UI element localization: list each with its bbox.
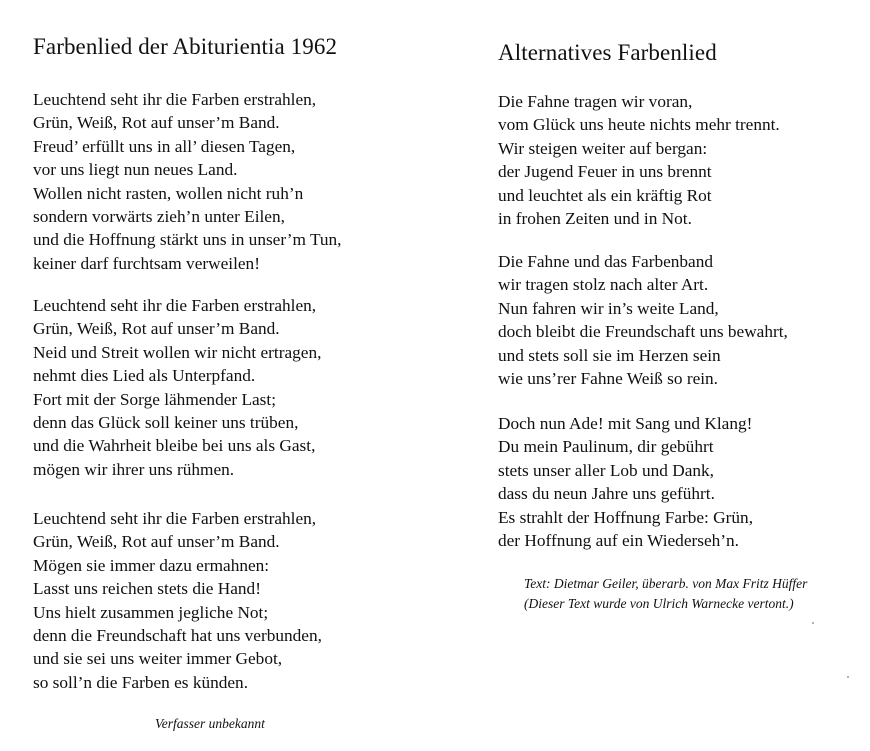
stanza-right-1 [498, 90, 780, 230]
verse-line: in frohen Zeiten und in Not. [498, 209, 692, 229]
verse-line: dass du neun Jahre uns geführt. [498, 484, 715, 504]
verse-line: Freud’ erfüllt uns in all’ diesen Tagen, [33, 136, 296, 156]
verse-line: Grün, Weiß, Rot auf unser’m Band. [33, 113, 280, 133]
verse-line: doch bleibt die Freundschaft uns bewahrt, [498, 322, 788, 342]
verse-line: Nun fahren wir in’s weite Land, [498, 298, 719, 318]
song-title-right: Alternatives Farbenlied [498, 40, 717, 65]
verse-line: vor uns liegt nun neues Land. [33, 160, 238, 180]
verse-line: vom Glück uns heute nichts mehr trennt. [498, 115, 780, 135]
stanza-left-1 [33, 88, 342, 275]
verse-line: Leuchtend seht ihr die Farben erstrahlen, [33, 509, 317, 528]
stanza-left-2 [33, 294, 321, 481]
verse-line: so soll’n die Farben es künden. [33, 672, 249, 692]
verse-line: Fort mit der Sorge lähmender Last; [33, 389, 277, 409]
verse-line: Die Fahne tragen wir voran, [498, 92, 693, 111]
stanza-left-3 [33, 507, 322, 694]
scan-speck [812, 622, 814, 624]
verse-line: denn das Glück soll keiner uns trüben, [33, 413, 299, 433]
verse-line: und leuchtet als ein kräftig Rot [498, 185, 712, 205]
verse-line: Wollen nicht rasten, wollen nicht ruh’n [33, 183, 304, 203]
verse-line: Du mein Paulinum, dir gebührt [498, 437, 714, 457]
verse-line: mögen wir ihrer uns rühmen. [33, 459, 235, 479]
verse-line: Neid und Streit wollen wir nicht ertragen, [33, 342, 322, 362]
verse-line: Leuchtend seht ihr die Farben erstrahlen, [33, 90, 317, 109]
verse-line: wir tragen stolz nach alter Art. [498, 275, 709, 295]
verse-line: und die Hoffnung stärkt uns in unser’m Tun, [33, 230, 342, 250]
verse-line: Doch nun Ade! mit Sang und Klang! [498, 414, 753, 433]
verse-line: denn die Freundschaft hat uns verbunden, [33, 626, 322, 646]
text-credit-right: Text: Dietmar Geiler, überarb. von Max Fritz Hüffer [524, 576, 808, 591]
verse-line: und stets soll sie im Herzen sein [498, 345, 721, 365]
author-credit-left: Verfasser unbekannt [155, 716, 265, 731]
verse-line: wie uns’rer Fahne Weiß so rein. [498, 369, 719, 389]
composer-note-right: (Dieser Text wurde von Ulrich Warnecke vertont.) [524, 596, 794, 611]
verse-line: Grün, Weiß, Rot auf unser’m Band. [33, 319, 280, 339]
verse-line: Lasst uns reichen stets die Hand! [33, 579, 261, 599]
verse-line: Grün, Weiß, Rot auf unser’m Band. [33, 532, 280, 552]
verse-line: der Jugend Feuer in uns brennt [498, 162, 712, 182]
stanza-right-2 [498, 250, 788, 390]
verse-line: der Hoffnung auf ein Wiederseh’n. [498, 531, 740, 551]
verse-line: Die Fahne und das Farbenband [498, 252, 714, 271]
verse-line: Mögen sie immer dazu ermahnen: [33, 555, 270, 575]
verse-line: und die Wahrheit bleibe bei uns als Gast, [33, 436, 316, 456]
verse-line: keiner darf furchtsam verweilen! [33, 253, 260, 273]
song-title-left: Farbenlied der Abiturientia 1962 [33, 34, 338, 59]
verse-line: sondern vorwärts zieh’n unter Eilen, [33, 207, 285, 227]
scan-speck [847, 676, 849, 678]
verse-line: stets unser aller Lob und Dank, [498, 460, 714, 480]
stanza-right-3 [498, 412, 753, 552]
verse-line: Wir steigen weiter auf bergan: [498, 138, 708, 158]
verse-line: und sie sei uns weiter immer Gebot, [33, 649, 283, 669]
verse-line: nehmt dies Lied als Unterpfand. [33, 366, 256, 386]
verse-line: Uns hielt zusammen jegliche Not; [33, 602, 269, 622]
verse-line: Es strahlt der Hoffnung Farbe: Grün, [498, 507, 754, 527]
verse-line: Leuchtend seht ihr die Farben erstrahlen, [33, 296, 317, 315]
